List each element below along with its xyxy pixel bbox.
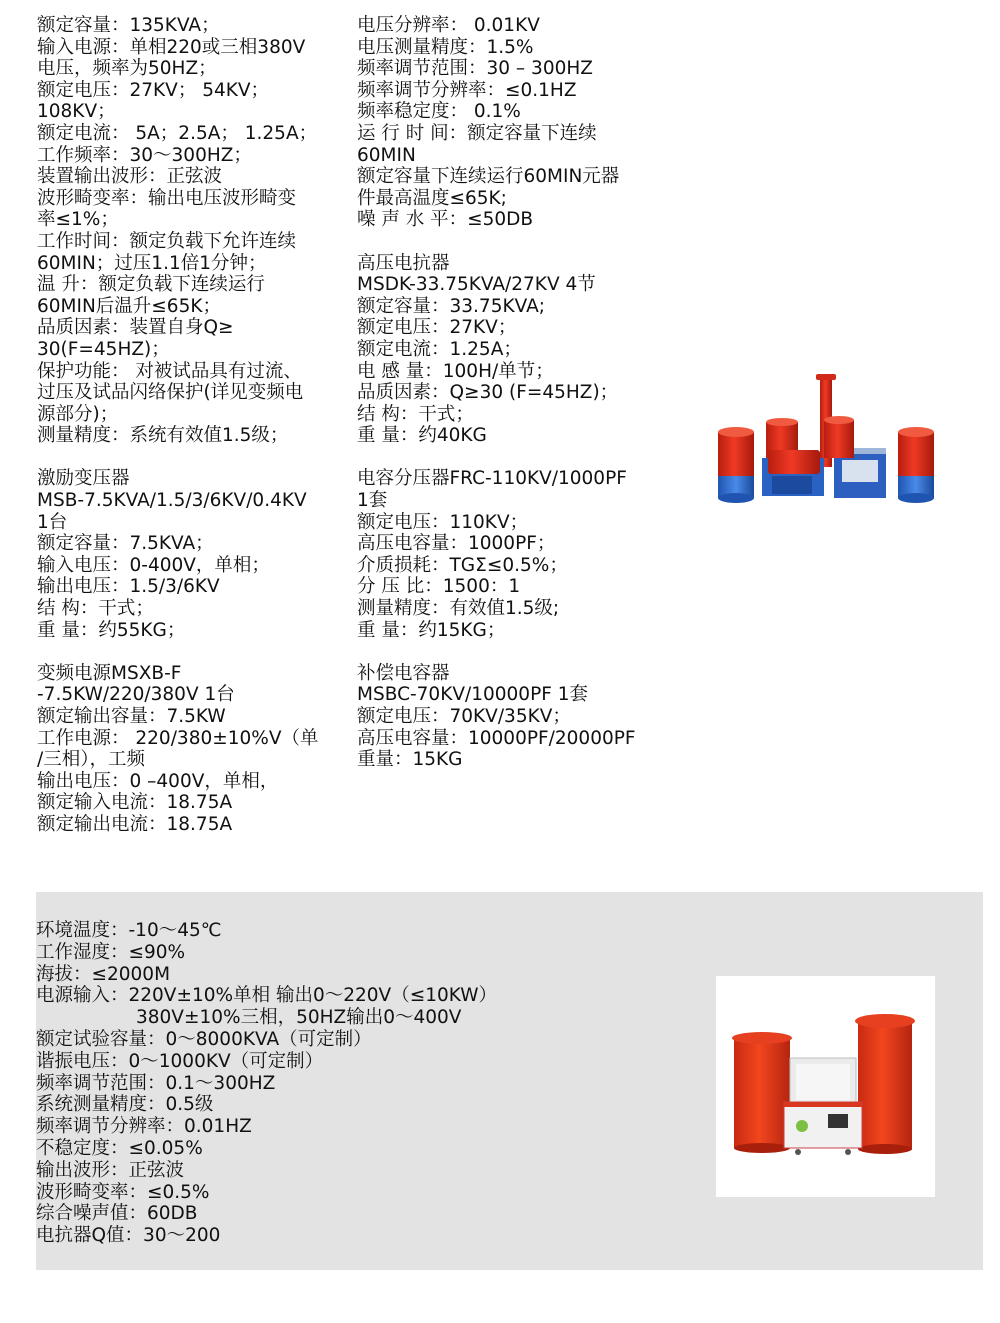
middle-spec-column (357, 15, 657, 771)
spec-line: 60MIN；过压1.1倍1分钟； (37, 252, 267, 274)
spec-line: 额定电流： 5A；2.5A； 1.25A； (37, 122, 318, 144)
spec-line: 工作湿度：≤90% (36, 941, 186, 963)
spec-line: 介质损耗：TGΣ≤0.5%； (357, 554, 568, 576)
blank-line (37, 641, 337, 663)
spec-line: 结 构：干式； (357, 403, 474, 425)
spec-line: 系统测量精度：0.5级 (36, 1094, 214, 1116)
spec-line: MSBC-70KV/10000PF 1套 (357, 684, 589, 706)
spec-line: 额定试验容量：0～8000KVA（可定制） (36, 1028, 372, 1050)
spec-line: 30(F=45HZ)； (37, 338, 170, 360)
control-unit (784, 1058, 862, 1155)
spec-line: 测量精度：有效值1.5级; (357, 598, 560, 620)
spec-line: 高压电抗器 (357, 252, 450, 274)
spec-line: 电源输入：220V±10%单相 输出0～220V（≤10KW） (36, 985, 498, 1007)
spec-line: 工作电源： 220/380±10%V（单 (37, 727, 319, 749)
spec-line: 60MIN (357, 144, 416, 166)
spec-line: 工作频率：30～300HZ； (37, 144, 252, 166)
spec-line: 额定电压：27KV； 54KV； (37, 79, 270, 101)
spec-line: /三相），工频 (37, 749, 145, 771)
spec-line: -7.5KW/220/380V 1台 (37, 684, 235, 706)
spec-line: 海拔：≤2000M (36, 963, 171, 985)
spec-line: 品质因素：装置自身Q≥ (37, 317, 234, 339)
reactor-right-1 (824, 416, 854, 458)
spec-line: 电压，频率为50HZ； (37, 58, 217, 80)
reactor-right (855, 1014, 915, 1154)
system-spec-list (36, 920, 497, 1247)
spec-line: 重 量：约55KG； (37, 619, 186, 641)
spec-line: 波形畸变率：输出电压波形畸变 (37, 187, 297, 209)
spec-line: 高压电容量：10000PF/20000PF (357, 727, 636, 749)
spec-line: 1台 (37, 511, 68, 533)
spec-line: 输入电压：0-400V，单相； (37, 554, 270, 576)
spec-line: 输出波形：正弦波 (36, 1159, 185, 1181)
spec-line: 电压分辨率： 0.01KV (357, 15, 540, 36)
spec-line: 额定容量：33.75KVA; (357, 295, 545, 317)
spec-line: 频率稳定度： 0.1% (357, 101, 521, 123)
spec-line: 额定输出容量：7.5KW (37, 706, 226, 727)
spec-line: 补偿电容器 (357, 662, 450, 684)
spec-line: 额定输出电流：18.75A (37, 813, 233, 835)
spec-line: 分 压 比：1500：1 (357, 576, 521, 598)
spec-line: 件最高温度≤65K; (357, 187, 507, 209)
spec-line: MSB-7.5KVA/1.5/3/6KV/0.4KV (37, 490, 307, 512)
spec-line: 运 行 时 间：额定容量下连续 (357, 122, 597, 144)
spec-line: 重 量：约40KG (357, 425, 487, 447)
spec-line: 输出电压：1.5/3/6KV (37, 576, 220, 598)
spec-line: 过压及试品闪络保护(详见变频电 (37, 382, 304, 404)
spec-line: 谐振电压：0～1000KV（可定制） (36, 1050, 324, 1072)
blank-line (37, 447, 337, 469)
spec-line: 60MIN后温升≤65K； (37, 295, 221, 317)
reactor-left (718, 427, 754, 503)
spec-line: 波形畸变率：≤0.5% (36, 1181, 210, 1203)
spec-line: 装置输出波形：正弦波 (37, 166, 223, 188)
spec-line: 380V±10%三相，50HZ输出0～400V (136, 1007, 462, 1029)
spec-line: 噪 声 水 平：≤50DB (357, 209, 534, 231)
spec-line: 额定容量：7.5KVA； (37, 533, 214, 555)
spec-line: 输出电压：0 –400V，单相， (37, 770, 279, 792)
product-image-top (712, 370, 944, 510)
spec-line: 品质因素：Q≥30 (F=45HZ)； (357, 382, 619, 404)
excitation-transformer (762, 450, 824, 496)
spec-line: 额定电流：1.25A； (357, 338, 522, 360)
spec-line: 输入电源：单相220或三相380V (37, 36, 306, 58)
spec-line: 频率调节范围：0.1～300HZ (36, 1072, 276, 1094)
spec-line: 激励变压器 (37, 468, 130, 490)
spec-line: 频率调节分辨率：0.01HZ (36, 1116, 252, 1138)
blank-line (357, 641, 657, 663)
spec-line: 变频电源MSXB-F (37, 662, 182, 684)
reactor-left (732, 1032, 792, 1153)
spec-line: 额定电压：27KV； (357, 317, 517, 339)
reactor-right-2 (898, 427, 934, 503)
spec-line: 频率调节范围：30 – 300HZ (357, 58, 593, 80)
series-resonance-kit-illustration (712, 370, 944, 510)
spec-line: 额定电压：110KV； (357, 511, 529, 533)
spec-line: MSDK-33.75KVA/27KV 4节 (357, 274, 596, 296)
spec-line: 综合噪声值：60DB (36, 1203, 198, 1225)
spec-line: 电抗器Q值：30～200 (36, 1225, 221, 1247)
blank-line (357, 231, 657, 253)
spec-line: 高压电容量：1000PF； (357, 533, 556, 555)
spec-line: 环境温度：-10～45℃ (36, 920, 222, 941)
resonance-system-illustration (716, 976, 935, 1197)
spec-line: 测量精度：系统有效值1.5级； (37, 425, 289, 447)
system-spec-section (36, 892, 983, 1270)
spec-line: 重 量：约15KG； (357, 619, 506, 641)
blank-line (357, 447, 657, 469)
spec-line: 1套 (357, 490, 388, 512)
spec-line: 频率调节分辨率：≤0.1HZ (357, 79, 577, 101)
spec-line: 额定输入电流：18.75A (37, 792, 233, 814)
spec-line: 率≤1%； (37, 209, 119, 231)
spec-line: 不稳定度：≤0.05% (36, 1137, 203, 1159)
spec-line: 额定容量下连续运行60MIN元器 (357, 166, 620, 188)
left-spec-column (37, 15, 337, 836)
product-image-bottom (716, 976, 935, 1197)
spec-line: 额定电压：70KV/35KV； (357, 706, 571, 727)
spec-line: 电 感 量：100H/单节； (357, 360, 554, 382)
spec-line: 温 升：额定负载下连续运行 (37, 274, 265, 296)
spec-line: 额定容量：135KVA； (37, 15, 220, 36)
spec-line: 电压测量精度：1.5% (357, 36, 534, 58)
spec-line: 源部分)； (37, 403, 119, 425)
spec-line: 108KV； (37, 101, 116, 123)
spec-line: 重量：15KG (357, 749, 463, 771)
spec-line: 电容分压器FRC-110KV/1000PF (357, 468, 627, 490)
spec-line: 保护功能： 对被试品具有过流、 (37, 360, 302, 382)
spec-line: 工作时间：额定负载下允许连续 (37, 230, 297, 252)
spec-line: 结 构：干式； (37, 598, 154, 620)
